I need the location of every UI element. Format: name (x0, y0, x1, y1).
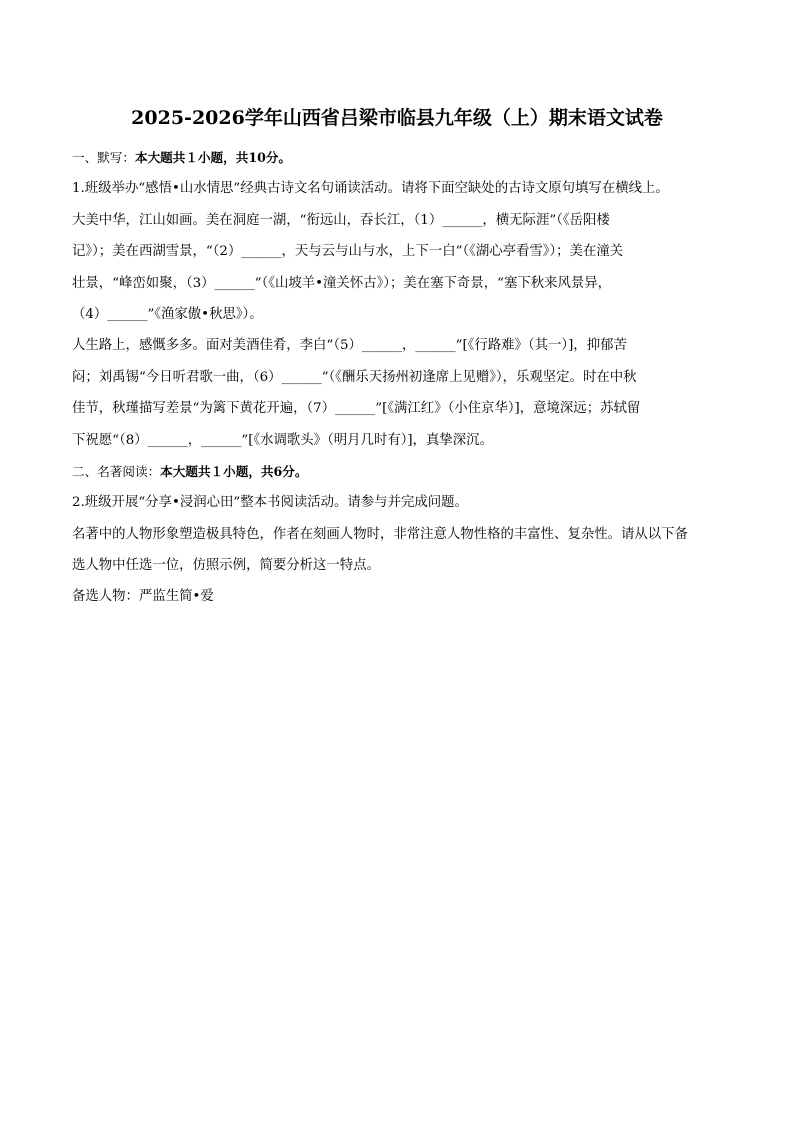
section-heading-2-info: 本大题共１小题，共6分。 (160, 463, 308, 479)
question-1-line-2: 大美中华，江山如画。美在洞庭一湖，“衔远山，吞长江，（1）______，横无际涯”（《岳阳楼 (72, 212, 610, 228)
section-heading-1 (72, 142, 722, 173)
section-heading-1-prefix: 一、默写： (72, 150, 135, 165)
page-title: 2025-2026学年山西省吕梁市临县九年级（上）期末语文试卷 (131, 107, 663, 129)
question-2-line-4: 备选人物：严监生简•爱 (72, 589, 214, 605)
question-1-line-9: 下祝愿“（8）______，______”[《水调歌头》（明月几时有）]，真挚深沉。 (72, 432, 493, 448)
section-heading-1-info: 本大题共１小题，共10分。 (134, 150, 292, 165)
section-heading-2 (72, 456, 722, 487)
question-2-line-3: 选人物中任选一位，仿照示例，简要分析这一特点。 (72, 558, 380, 574)
question-1-line-4: 壮景，“峰峦如聚，（3）______”（《山坡羊•潼关怀古》）；美在塞下奇景，“塞下秋来风景异， (72, 275, 612, 291)
question-2-line-1: 2.班级开展“分享•浸润心田”整本书阅读活动。请参与并完成问题。 (72, 495, 468, 511)
question-1-line-6: 人生路上，感慨多多。面对美酒佳肴，李白“（5）______，______”[《行路难》（其一）]，抑郁苦 (72, 338, 627, 354)
question-1-line-8: 佳节，秋瑾描写差景“为篱下黄花开遍，（7）______”[《满江红》（小住京华）]，意境深远；苏轼留 (72, 401, 641, 417)
exam-content (72, 142, 722, 613)
section-heading-2-prefix: 二、名著阅读： (72, 463, 161, 479)
question-2-line-2: 名著中的人物形象塑造极具特色，作者在刻画人物时，非常注意人物性格的丰富性、复杂性。请从以下备 (72, 526, 688, 542)
question-1-line-7: 闷；刘禹锡“今日听君歌一曲，（6）______”（《酬乐天扬州初逢席上见赠》），乐观坚定。时在中秋 (72, 369, 637, 385)
question-1-line-1: 1.班级举办“感悟•山水情思”经典古诗文名句诵读活动。请将下面空缺处的古诗文原句填写在横线上。 (72, 181, 669, 197)
question-1-line-3: 记》）；美在西湖雪景，“（2）______，天与云与山与水，上下一白”（《湖心亭看雪》）；美在潼关 (72, 244, 624, 260)
question-1-line-5: （4）______”《渔家傲•秋思》）。 (72, 306, 263, 322)
